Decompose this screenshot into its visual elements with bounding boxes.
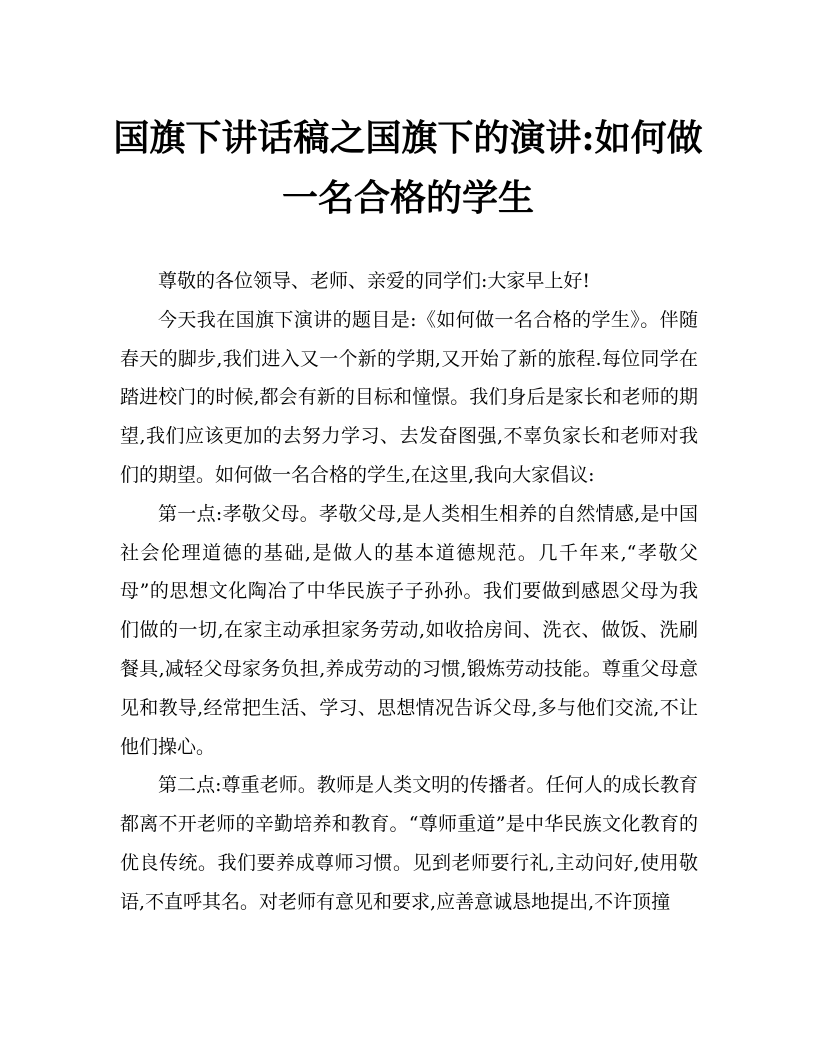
paragraph-point-one: 第一点:孝敬父母。孝敬父母,是人类相生相养的自然情感,是中国社会伦理道德的基础,是做人的基本道德规范。几千年来,“孝敬父母”的思想文化陶冶了中华民族子子孙孙。我们要做到感恩父母为我们做的一切,在家主动承担家务劳动,如收拾房间、洗衣、做饭、洗刷餐具,减轻父母家务负担,养成劳动的习惯,锻炼劳动技能。尊重父母意见和教导,经常把生活、学习、思想情况告诉父母,多与他们交流,不让他们操心。 [120, 502, 698, 758]
document-body [120, 262, 698, 922]
document-title: 国旗下讲话稿之国旗下的演讲:如何做一名合格的学生 [113, 117, 703, 219]
paragraph-point-two: 第二点:尊重老师。教师是人类文明的传播者。任何人的成长教育都离不开老师的辛勤培养和教育。“尊师重道”是中华民族文化教育的优良传统。我们要养成尊师习惯。见到老师要行礼,主动问好,使用敬语,不直呼其名。对老师有意见和要求,应善意诚恳地提出,不许顶撞 [120, 774, 698, 913]
paragraph-greeting: 尊敬的各位领导、老师、亲爱的同学们:大家早上好! [158, 270, 591, 292]
paragraph-intro: 今天我在国旗下演讲的题目是:《如何做一名合格的学生》。伴随春天的脚步,我们进入又一个新的学期,又开始了新的旅程.每位同学在踏进校门的时候,都会有新的目标和憧憬。我们身后是家长和老师的期望,我们应该更加的去努力学习、去发奋图强,不辜负家长和老师对我们的期望。如何做一名合格的学生,在这里,我向大家倡议: [120, 308, 698, 486]
